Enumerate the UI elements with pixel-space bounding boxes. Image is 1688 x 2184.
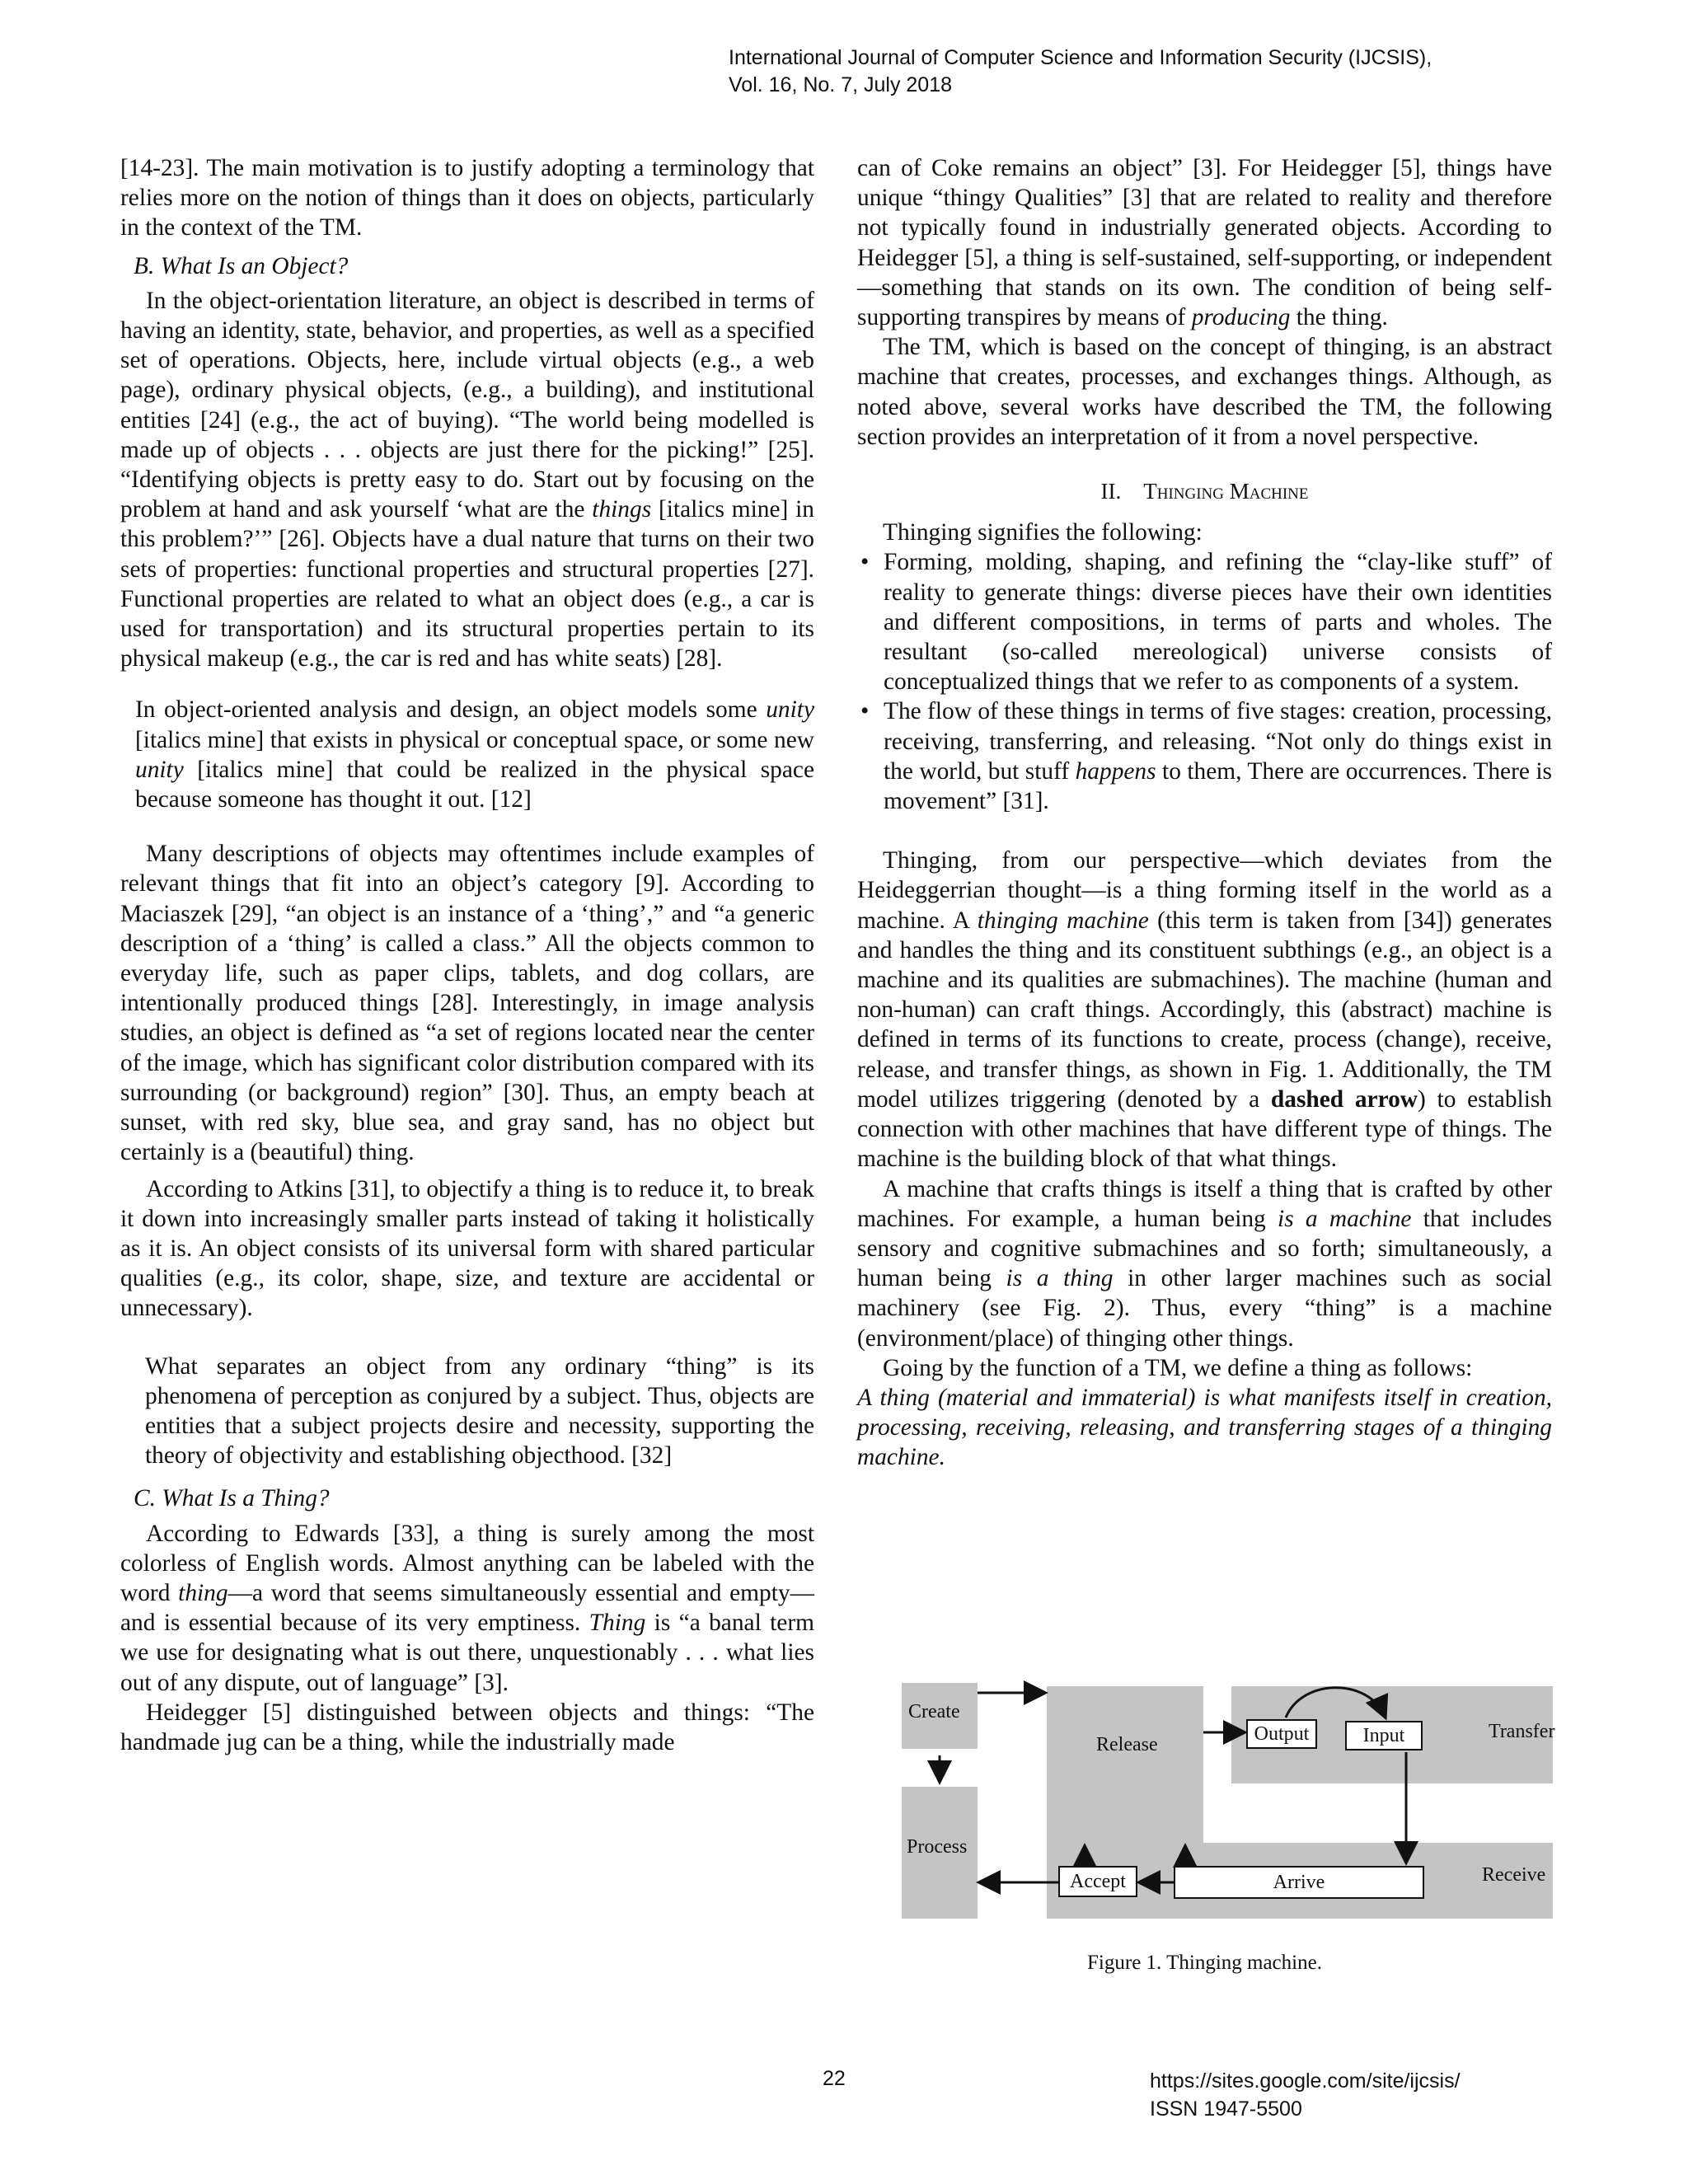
figure-caption: Figure 1. Thinging machine.: [1087, 1952, 1322, 1974]
left-column: [120, 153, 814, 1757]
bullet-list: [857, 547, 1552, 816]
section-heading-b: B. What Is an Object?: [134, 252, 349, 279]
figure-arrows: [857, 1675, 1555, 1938]
paragraph: A machine that crafts things is itself a thing that is crafted by other machines. For example, a human being is a machine that includes sensory and cognitive submachines and so forth; simultaneously, a human being is a thing in other larger machines such as social machinery (see Fig. 2). Thus, every “thing” is a machine (environment/place) of thinging other things.: [857, 1175, 1553, 1352]
footer-info: [1150, 2067, 1461, 2123]
thing-definition: A thing (material and immaterial) is what manifests itself in creation, processing, receiving, releasing, and transferring stages of a thinging machine.: [857, 1384, 1552, 1471]
accept-box: Accept: [1058, 1866, 1137, 1897]
paragraph: The TM, which is based on the concept of thinging, is an abstract machine that creates, processes, and exchanges things. Although, as noted above, several works have described the TM, the following section provides an interpretation of it from a novel perspective.: [857, 334, 1552, 450]
create-label: Create: [908, 1701, 960, 1722]
list-item: • The flow of these things in terms of five stages: creation, processing, receiving, transferring, and releasing. “Not only do things exist in the world, but stuff happens to them, There are occurrences. There is movement” [31].: [857, 696, 1552, 816]
block-quote: What separates an object from any ordinary “thing” is its phenomena of perception as conjured by a subject. Thus, objects are entities that a subject projects desire and necessity, supporting the theory of objectivity and establishing objecthood. [32]: [145, 1352, 814, 1469]
paragraph: Many descriptions of objects may oftentimes include examples of relevant things that fit into an object’s category [9]. According to Maciaszek [29], “an object is an instance of a ‘thing’,” and “a generic description of a ‘thing’ is called a class.” All the objects common to everyday life, such as paper clips, tablets, and dog collars, are intentionally produced things [28]. Interestingly, in image analysis studies, an object is defined as “a set of regions located near the center of the image, which has significant color distribution compared with its surrounding (or background) region” [30]. Thus, an empty beach at sunset, with red sky, blue sea, and gray sand, has no object but certainly is a (beautiful) thing.: [120, 841, 814, 1166]
arrive-box: Arrive: [1174, 1866, 1424, 1899]
paragraph: Thinging signifies the following:: [883, 519, 1203, 546]
paragraph: Heidegger [5] distinguished between objects and things: “The handmade jug can be a thing, while the industrially made: [120, 1699, 814, 1755]
paragraph: According to Atkins [31], to objectify a thing is to reduce it, to break it down into increasingly smaller parts instead of taking it holistically as it is. An object consists of its universal form with shared particular qualities (e.g., its color, shape, size, and texture are accidental or unnecessary).: [120, 1175, 814, 1322]
issn: ISSN 1947-5500: [1150, 2097, 1302, 2121]
input-box: Input: [1345, 1721, 1423, 1750]
figure-thinging-machine: [857, 1675, 1555, 1938]
journal-volume: Vol. 16, No. 7, July 2018: [729, 73, 953, 96]
process-label: Process: [907, 1836, 968, 1858]
section-heading-c: C. What Is a Thing?: [134, 1485, 330, 1512]
paragraph: Thinging, from our perspective—which deviates from the Heideggerrian thought—is a thing forming itself in the world as a machine. A thinging machine (this term is taken from [34]) generates and handles the thing and its constituent subthings (e.g., an object is a machine and its qualities are submachines). The machine (human and non-human) can craft things. Accordingly, this (abstract) machine is defined in terms of its functions to create, process (change), receive, release, and transfer things, as shown in Fig. 1. Additionally, the TM model utilizes triggering (denoted by a dashed arrow) to establish connection with other machines that have different type of things. The machine is the building block of that what things.: [857, 847, 1553, 1173]
paragraph: According to Edwards [33], a thing is surely among the most colorless of English words. Almost anything can be labeled with the word thing—a word that seems simultaneously essential and empty—and is essential because of its very emptiness. Thing is “a banal term we use for designating what is out there, unquestionably . . . what lies out of any dispute, out of language” [3].: [120, 1520, 815, 1696]
journal-url: https://sites.google.com/site/ijcsis/: [1150, 2069, 1461, 2093]
journal-title: International Journal of Computer Science and Information Security (IJCSIS),: [729, 46, 1432, 69]
release-label: Release: [1096, 1734, 1158, 1755]
section-heading-2: II. Thinging Machine: [1100, 479, 1309, 504]
paragraph: In the object-orientation literature, an object is described in terms of having an identity, state, behavior, and properties, as well as a specified set of operations. Objects, here, include virtual objects (e.g., a web page), ordinary physical objects, (e.g., a building), and institutional entities [24] (e.g., the act of buying). “The world being modelled is made up of objects . . . objects are just there for the picking!” [25]. “Identifying objects is pretty easy to do. Start out by focusing on the problem at hand and ask yourself ‘what are the things [italics mine] in this problem?’” [26]. Objects have a dual nature that turns on their two sets of properties: functional properties and structural properties [27]. Functional properties are related to what an object does (e.g., a car is used for transportation) and its structural properties pertain to its physical makeup (e.g., the car is red and has white seats) [28].: [120, 287, 814, 673]
paragraph: [14-23]. The main motivation is to justify adopting a terminology that relies more on the notion of things than it does on objects, particularly in the context of the TM.: [120, 155, 814, 241]
block-quote: In object-oriented analysis and design, an object models some unity [italics mine] that exists in physical or conceptual space, or some new unity [italics mine] that could be realized in the physical space because someone has thought it out. [12]: [135, 696, 814, 813]
paragraph: can of Coke remains an object” [3]. For Heidegger [5], things have unique “thingy Qualities” [3] that are related to reality and therefore not typically found in industrially generated objects. According to Heidegger [5], a thing is self-sustained, self-supporting, or independent—something that stands on its own. The condition of being self-supporting transpires by means of producing the thing.: [857, 155, 1552, 331]
paragraph: Going by the function of a TM, we define a thing as follows:: [883, 1354, 1473, 1381]
arrow-output-input: [1286, 1688, 1385, 1718]
journal-header: [729, 45, 1432, 99]
page-number: 22: [823, 2067, 846, 2090]
transfer-label: Transfer: [1489, 1721, 1555, 1742]
list-item: • Forming, molding, shaping, and refining the “clay-like stuff” of reality to generate things: diverse pieces have their own identities and different compositions, in terms of parts and wholes. The resultant (so-called mereological) universe consists of conceptualized things that we refer to as components of a system.: [857, 547, 1552, 696]
right-column: [857, 153, 1552, 1473]
receive-label: Receive: [1482, 1864, 1546, 1886]
output-box: Output: [1246, 1719, 1317, 1749]
